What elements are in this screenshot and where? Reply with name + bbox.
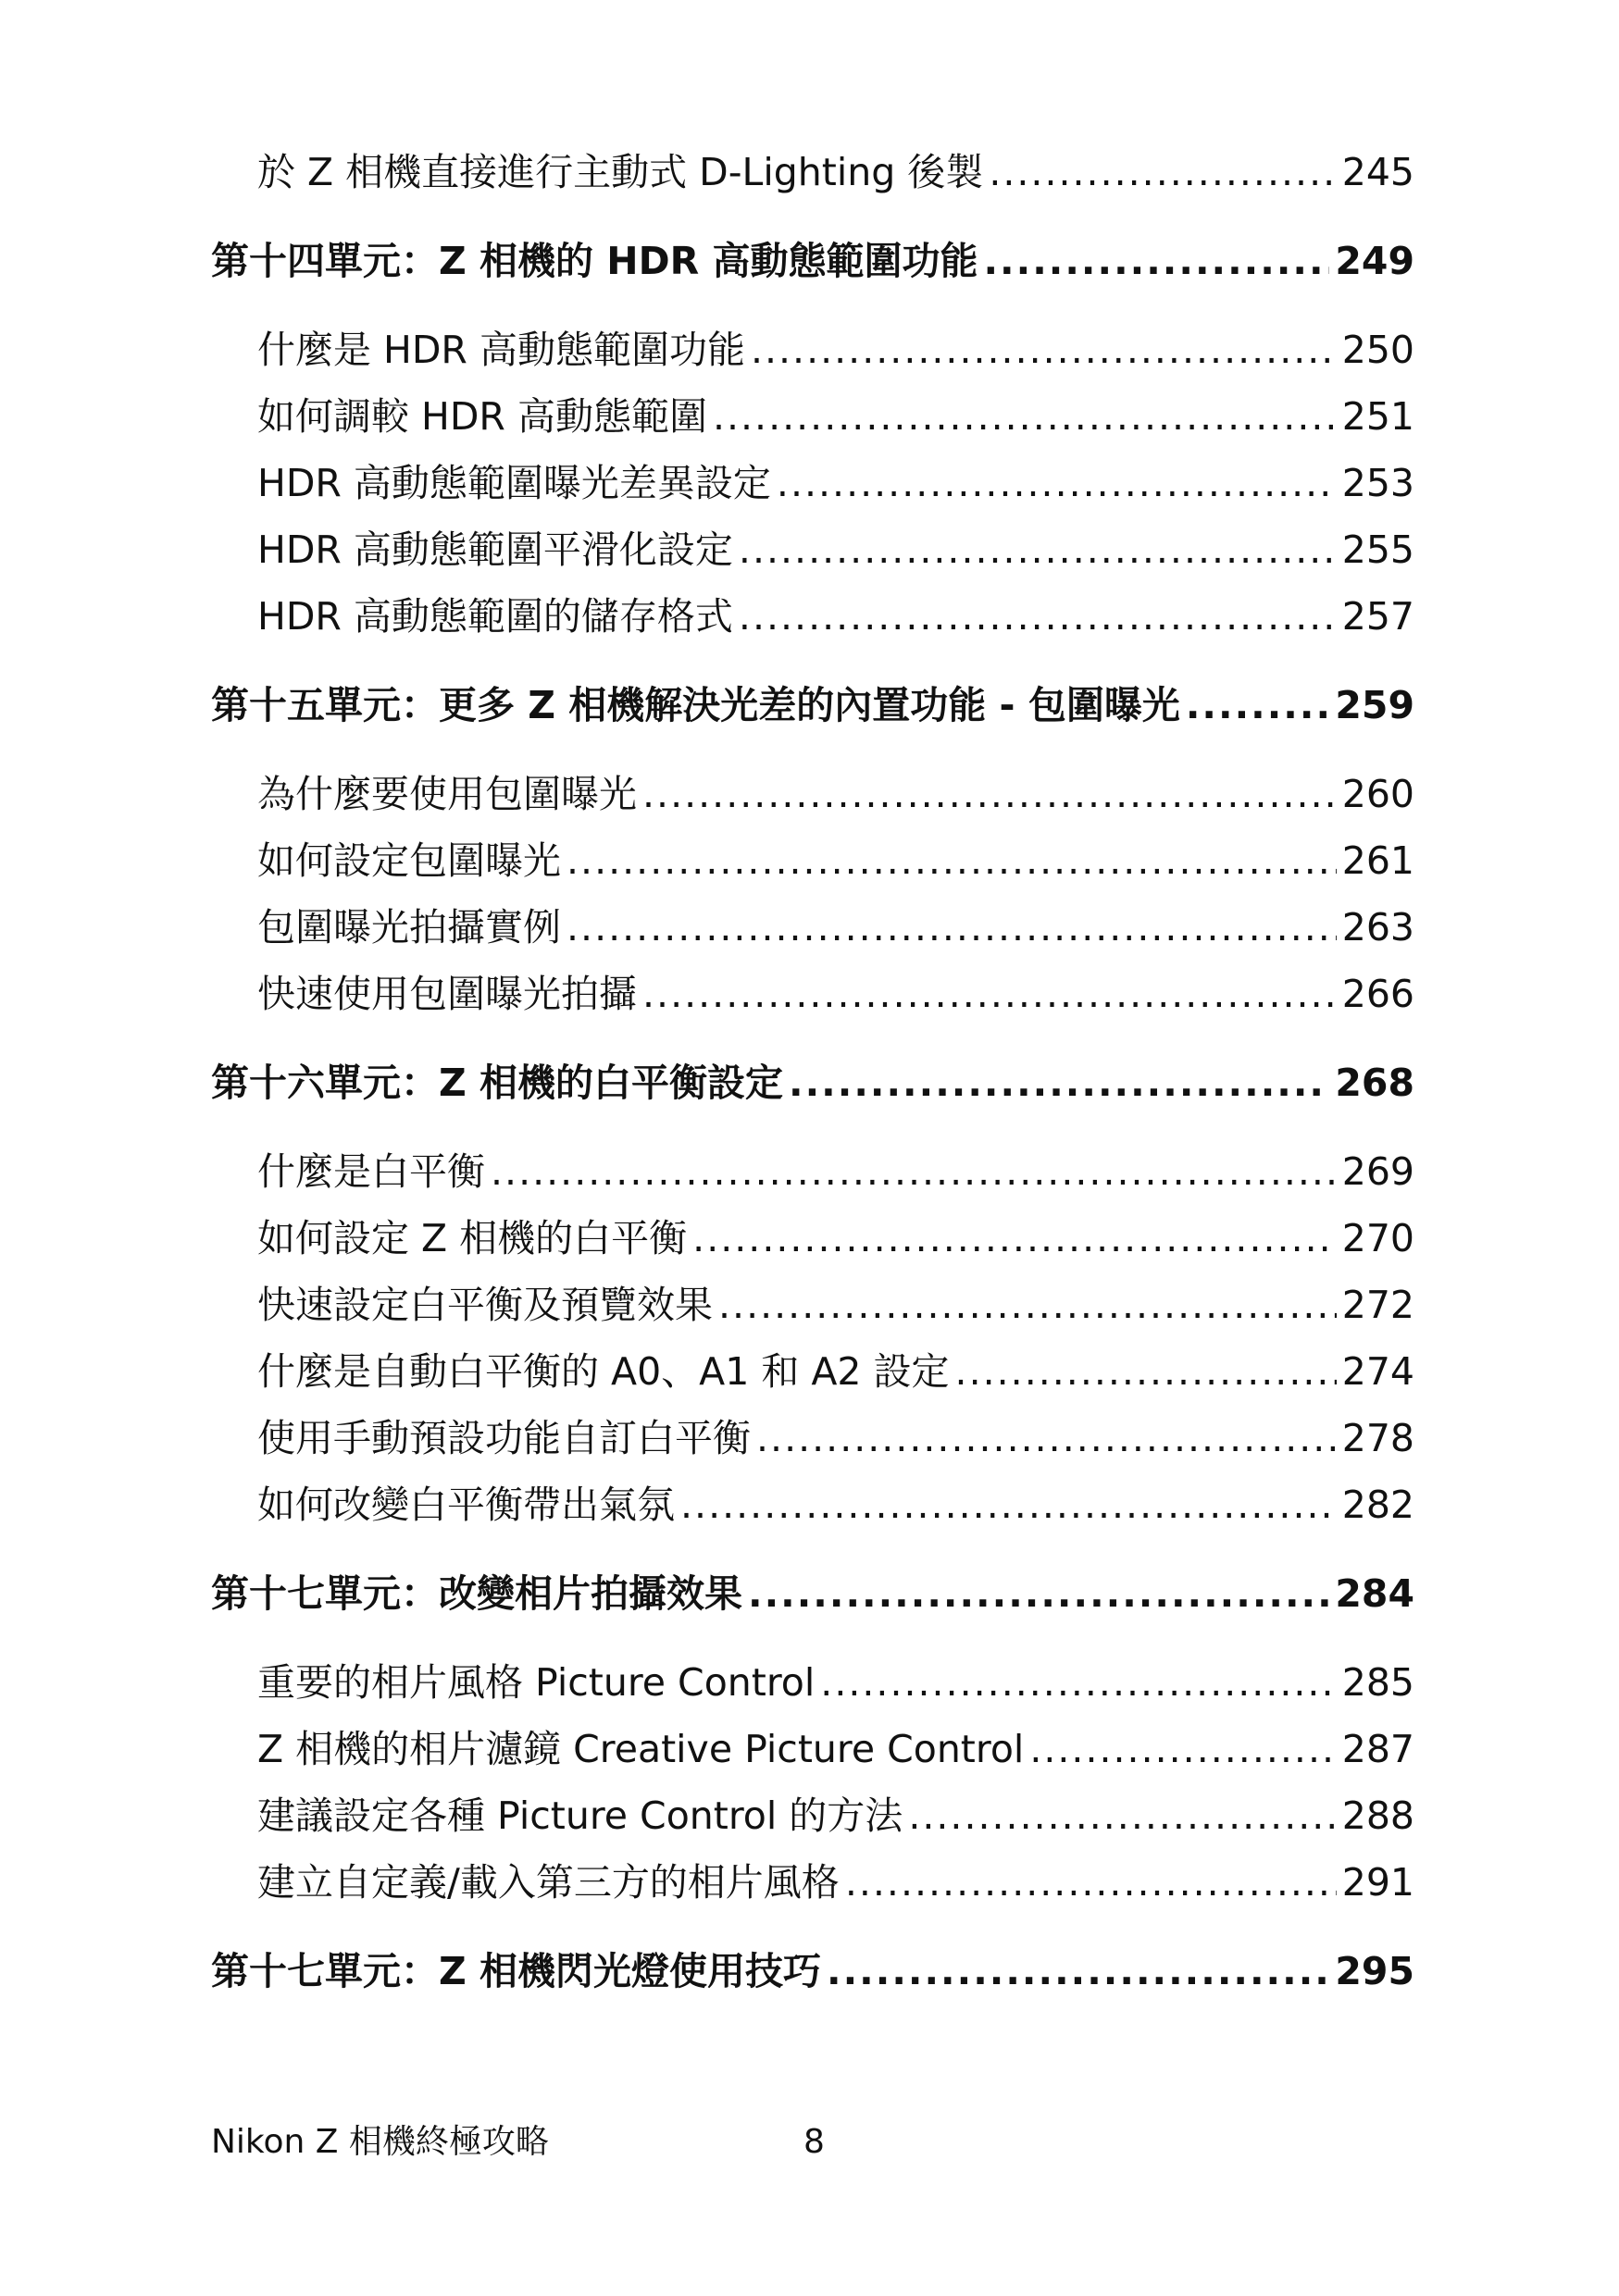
toc-section-page: 249 bbox=[1335, 239, 1414, 283]
toc-section-page: 295 bbox=[1335, 1949, 1414, 1993]
toc-section-page: 259 bbox=[1335, 683, 1414, 727]
toc-entry[interactable] bbox=[211, 1471, 1414, 1538]
toc-entry-page: 255 bbox=[1341, 527, 1414, 572]
toc-entry-page: 253 bbox=[1341, 461, 1414, 505]
dot-leader bbox=[1029, 1716, 1336, 1782]
toc-section-title: 第十六單元：Z 相機的白平衡設定 bbox=[211, 1061, 784, 1105]
toc-section-heading[interactable] bbox=[211, 1049, 1414, 1116]
toc-entry-title: 建議設定各種 Picture Control 的方法 bbox=[257, 1793, 903, 1838]
dot-leader bbox=[680, 1471, 1337, 1538]
toc-section-page: 268 bbox=[1335, 1061, 1414, 1105]
toc-entry[interactable] bbox=[211, 827, 1414, 894]
toc-entry[interactable] bbox=[211, 1649, 1414, 1716]
dot-leader bbox=[820, 1649, 1336, 1716]
toc-entry-page: 270 bbox=[1341, 1216, 1414, 1260]
toc-entry[interactable] bbox=[211, 1782, 1414, 1849]
dot-leader bbox=[739, 583, 1337, 650]
toc-entry-title: 如何調較 HDR 高動態範圍 bbox=[257, 394, 707, 439]
toc-entry-page: 282 bbox=[1341, 1483, 1414, 1527]
toc-entry-page: 260 bbox=[1341, 772, 1414, 816]
toc-entry-title: 包圍曝光拍攝實例 bbox=[257, 905, 561, 949]
toc-entry-page: 263 bbox=[1341, 905, 1414, 949]
toc-entry-title: 什麼是 HDR 高動態範圍功能 bbox=[257, 328, 745, 372]
toc-entry-page: 272 bbox=[1341, 1283, 1414, 1327]
toc-entry[interactable] bbox=[211, 961, 1414, 1027]
toc-entry-page: 287 bbox=[1341, 1727, 1414, 1771]
toc-section-heading[interactable] bbox=[211, 1938, 1414, 2004]
dot-leader bbox=[567, 894, 1337, 961]
toc-entry-page: 278 bbox=[1341, 1416, 1414, 1460]
toc-entry-page: 266 bbox=[1341, 972, 1414, 1016]
toc-entry-title: Z 相機的相片濾鏡 Creative Picture Control bbox=[257, 1727, 1025, 1771]
dot-leader bbox=[491, 1138, 1337, 1205]
toc-section-heading[interactable] bbox=[211, 672, 1414, 738]
toc-entry[interactable] bbox=[211, 1716, 1414, 1782]
toc-entry-page: 288 bbox=[1341, 1793, 1414, 1838]
dot-leader bbox=[789, 1049, 1329, 1116]
toc-section-heading[interactable] bbox=[211, 1560, 1414, 1627]
toc-section-title: 第十五單元：更多 Z 相機解決光差的內置功能 - 包圍曝光 bbox=[211, 683, 1180, 727]
toc-entry[interactable] bbox=[211, 1849, 1414, 1916]
toc-entry[interactable] bbox=[211, 450, 1414, 516]
toc-entry-title: 如何改變白平衡帶出氣氛 bbox=[257, 1483, 675, 1527]
toc-entry-title: 快速設定白平衡及預覽效果 bbox=[257, 1283, 713, 1327]
toc-entry-title: 重要的相片風格 Picture Control bbox=[257, 1660, 816, 1705]
dot-leader bbox=[908, 1782, 1336, 1849]
dot-leader bbox=[567, 827, 1337, 894]
dot-leader bbox=[955, 1338, 1337, 1405]
toc-entry[interactable] bbox=[211, 516, 1414, 583]
toc-entry-page: 245 bbox=[1341, 150, 1414, 194]
toc-entry-title: 如何設定包圍曝光 bbox=[257, 838, 561, 883]
dot-leader bbox=[756, 1405, 1337, 1471]
toc-entry-title: HDR 高動態範圍曝光差異設定 bbox=[257, 461, 771, 505]
toc-entry[interactable] bbox=[211, 761, 1414, 827]
dot-leader bbox=[692, 1205, 1337, 1272]
toc-section-title: 第十四單元：Z 相機的 HDR 高動態範圍功能 bbox=[211, 239, 978, 283]
dot-leader bbox=[748, 1560, 1329, 1627]
table-of-contents bbox=[211, 139, 1414, 2027]
toc-entry-page: 250 bbox=[1341, 328, 1414, 372]
toc-entry-title: HDR 高動態範圍平滑化設定 bbox=[257, 527, 733, 572]
dot-leader bbox=[1186, 672, 1330, 738]
toc-entry-title: 如何設定 Z 相機的白平衡 bbox=[257, 1216, 688, 1260]
dot-leader bbox=[845, 1849, 1337, 1916]
toc-entry[interactable] bbox=[211, 139, 1414, 205]
dot-leader bbox=[827, 1938, 1329, 2004]
footer-book-title: Nikon Z 相機終極攻略 bbox=[211, 2123, 549, 2161]
toc-entry-title: 什麼是白平衡 bbox=[257, 1149, 485, 1194]
dot-leader bbox=[718, 1272, 1337, 1338]
toc-entry[interactable] bbox=[211, 894, 1414, 961]
toc-section-title: 第十七單元：Z 相機閃光燈使用技巧 bbox=[211, 1949, 822, 1993]
page-footer bbox=[211, 2119, 825, 2166]
toc-entry-title: 快速使用包圍曝光拍攝 bbox=[257, 972, 637, 1016]
toc-entry[interactable] bbox=[211, 583, 1414, 650]
dot-leader bbox=[642, 961, 1337, 1027]
toc-entry-page: 257 bbox=[1341, 594, 1414, 639]
toc-entry-title: 建立自定義/載入第三方的相片風格 bbox=[257, 1860, 840, 1905]
toc-entry-page: 269 bbox=[1341, 1149, 1414, 1194]
toc-entry[interactable] bbox=[211, 1272, 1414, 1338]
toc-entry[interactable] bbox=[211, 1138, 1414, 1205]
toc-entry-page: 261 bbox=[1341, 838, 1414, 883]
toc-entry[interactable] bbox=[211, 1338, 1414, 1405]
toc-entry-page: 274 bbox=[1341, 1349, 1414, 1394]
dot-leader bbox=[983, 228, 1329, 294]
dot-leader bbox=[739, 516, 1337, 583]
toc-entry[interactable] bbox=[211, 383, 1414, 450]
toc-section-heading[interactable] bbox=[211, 228, 1414, 294]
footer-page-number: 8 bbox=[803, 2123, 825, 2161]
dot-leader bbox=[713, 383, 1337, 450]
toc-section-title: 第十七單元：改變相片拍攝效果 bbox=[211, 1571, 742, 1616]
dot-leader bbox=[751, 316, 1337, 383]
toc-entry-page: 251 bbox=[1341, 394, 1414, 439]
dot-leader bbox=[642, 761, 1337, 827]
toc-entry-page: 285 bbox=[1341, 1660, 1414, 1705]
dot-leader bbox=[777, 450, 1337, 516]
toc-entry[interactable] bbox=[211, 1405, 1414, 1471]
toc-section-page: 284 bbox=[1335, 1571, 1414, 1616]
toc-entry[interactable] bbox=[211, 1205, 1414, 1272]
toc-entry-title: 於 Z 相機直接進行主動式 D-Lighting 後製 bbox=[257, 150, 984, 194]
toc-entry-title: 什麼是自動白平衡的 A0、A1 和 A2 設定 bbox=[257, 1349, 950, 1394]
toc-entry-title: HDR 高動態範圍的儲存格式 bbox=[257, 594, 733, 639]
toc-entry-page: 291 bbox=[1341, 1860, 1414, 1905]
toc-entry-title: 為什麼要使用包圍曝光 bbox=[257, 772, 637, 816]
dot-leader bbox=[989, 139, 1336, 205]
toc-entry[interactable] bbox=[211, 316, 1414, 383]
toc-entry-title: 使用手動預設功能自訂白平衡 bbox=[257, 1416, 751, 1460]
